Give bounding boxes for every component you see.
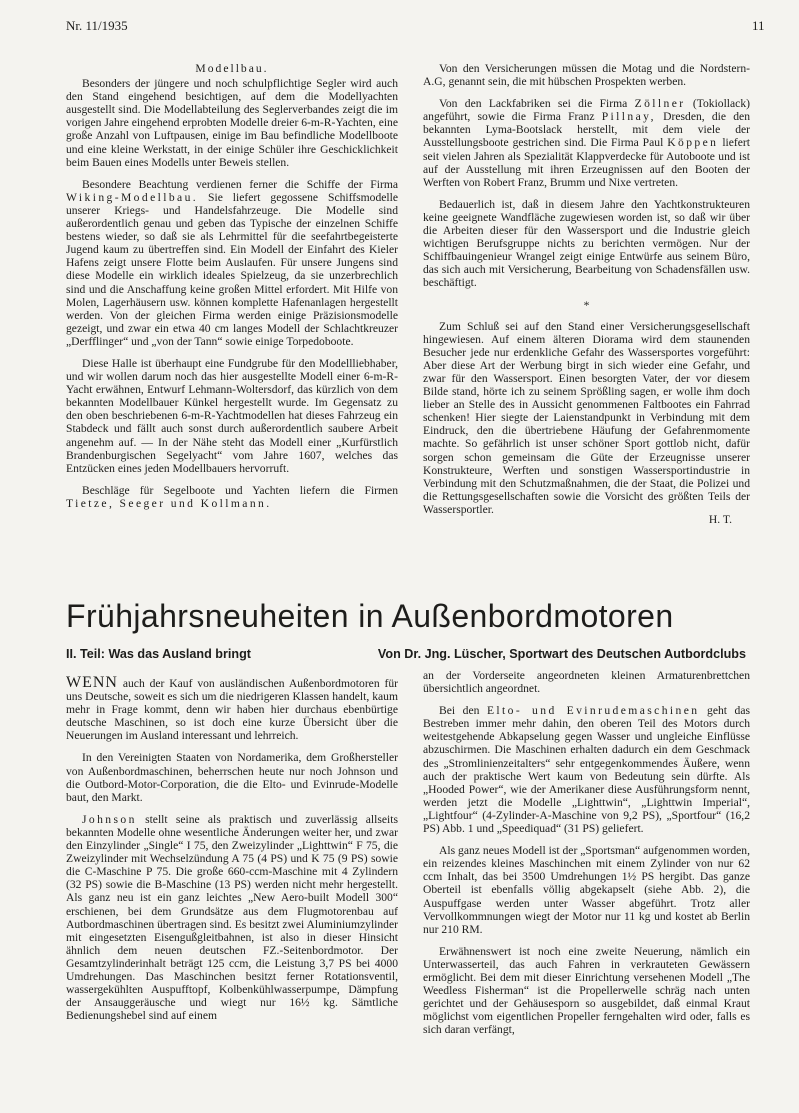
brand-name: Johnson xyxy=(82,812,137,826)
paragraph: Besonders der jüngere und noch schulpflichtige Segler wird auch den Stand eingehend besichtigen, auf dem die Modellyachten ausgestellt sind. Die Modellabteilung des Seglerverbandes zeigt die im vorigen Jahre eingehend erprobten Modelle dreier 6-m-R-Yachten, eine große Anzahl von Luftpausen, einige im Bau befindliche Modellboote und eine kleine Werkstatt, in der einige Schüler ihre Geschicklichkeit beim Bauen eines Modells unter Beweis stellen. xyxy=(66,77,398,169)
firm-name: Köppen xyxy=(667,136,719,150)
paragraph: an der Vorderseite angeordneten kleinen Armaturenbrettchen übersichtlich angeordnet. xyxy=(423,669,750,696)
bottom-left-column xyxy=(66,676,398,1031)
paragraph xyxy=(66,676,398,742)
article-title: Frühjahrsneuheiten in Außenbordmotoren xyxy=(66,598,674,634)
section-heading-modellbau: Modellbau. xyxy=(195,62,269,75)
paragraph xyxy=(66,484,398,510)
text: geht das Bestreben immer mehr dahin, den oberen Teil des Motors durch weitestgehende Abkapselung gegen Wasser und ungleiche Einflüsse abzuschirmen. Die Maschinen erhalten dadurch ein dem Geschmack des „Stromlinienzeitalters“ sehr entgegenkommendes Äußere, wenn auch der praktische Wert kaum von Bedeutung sein dürfte. Als „Hooded Power“, wie der Amerikaner diese Ausführungsform nennt, werden jetzt die Modelle „Lighttwin“, „Lighttwin Imperial“, „Lightfour“ (4-Zylinder-A-Maschine von 9,2 PS), „Sportfour“ (16,2 PS) Abb. 1 und „Speediquad“ (31 PS) geliefert. xyxy=(423,704,750,836)
author-signature: H. T. xyxy=(708,513,732,526)
drop-cap-word: WENN xyxy=(66,674,118,691)
text: Dresden, die den bekannten Lyma-Bootslack herstellt, mit dem viele der Ausstellungsboote gestrichen sind. Die Firma Paul xyxy=(423,110,750,150)
page-number: 11 xyxy=(752,18,765,33)
page-header-issue: Nr. 11/1935 xyxy=(66,18,128,33)
text: Sie liefert gegossene Schiffsmodelle unserer Kriegs- und Handelsfahrzeuge. Die Modelle sind außerordentlich genau und geben das Typische der einzelnen Schiffe bestens wieder, so daß sie als Lehrmittel für die seefahrtbegeisterte Jugend kaum zu übertreffen sind. Ein Modell der Einfahrt des Kieler Hafens zeigt unsere Flotte beim Auslaufen. Für unsere Jungens sind diese Modelle ein wirklich ideales Spielzeug, da sie unzerbrechlich sind und die Anschaffung keine großen Mittel erfordert. Mit Hilfe von Molen, Lagerhäusern usw. können komplette Hafenanlagen hergestellt werden. Von der gleichen Firma werden einige Präzisionsmodelle gezeigt, und zwar ein etwa 40 cm langes Modell der Schlachtkreuzer „Derfflinger“ und „von der Tann“ sowie einige Torpedoboote. xyxy=(66,190,398,348)
brand-names: Elto- und Evinrudemaschinen xyxy=(486,704,700,718)
top-right-column xyxy=(423,62,750,535)
paragraph: Von den Versicherungen müssen die Motag und die Nordstern-A.G, genannt sein, die mit hübschen Prospekten werben. xyxy=(423,62,750,89)
paragraph xyxy=(66,178,398,348)
text: Von den Lackfabriken sei die Firma xyxy=(439,97,628,111)
text: Beschläge für Segelboote und Yachten liefern die Firmen xyxy=(82,483,398,497)
text: Bei den xyxy=(439,704,480,718)
article-byline: Von Dr. Jng. Lüscher, Sportwart des Deutschen Autbordclubs xyxy=(377,647,746,661)
paragraph: Erwähnenswert ist noch eine zweite Neuerung, nämlich ein Unterwasserteil, das auch Fahren in verkrauteten Gewässern ermöglicht. Bei dem mit dieser Einrichtung versehenen Modell „The Weedless Fisherman“ ist die Propellerwelle schräg nach unten gerichtet und der Gehäusesporn so ausgebildet, daß einmal Kraut möglichst vom eigentlichen Propeller ferngehalten wird oder, falls es sich daran verfängt, xyxy=(423,944,750,1037)
paragraph xyxy=(423,97,750,189)
top-left-column xyxy=(66,62,398,519)
paragraph: In den Vereinigten Staaten von Nordamerika, dem Großhersteller von Außenbordmaschinen, beherrschen heute nur noch Johnson und die Outbord-Motor-Corporation, die die Elto- und Evinrude-Modelle baut, den Markt. xyxy=(66,751,398,804)
firm-name: Pillnay, xyxy=(601,110,656,124)
paragraph: Als ganz neues Modell ist der „Sportsman“ aufgenommen worden, ein reizendes kleines Maschinchen mit einem Zylinder von nur 62 ccm Inhalt, das bei 3500 Umdrehungen 1½ PS hergibt. Das ganze Oberteil ist ebenfalls völlig abgekapselt (siehe Abb. 2), die Auspuffgase werden unter Wasser abgeführt. Trotz aller Vervollkommnungen wiegt der Motor nur 11 kg und kostet ab Berlin nur 210 RM. xyxy=(423,844,750,936)
paragraph xyxy=(66,813,398,1023)
text: (Tokiollack) angeführt, sowie die Firma Franz xyxy=(423,97,750,124)
paragraph xyxy=(423,704,750,835)
text: stellt seine als praktisch und zuverlässig allseits bekannten Modelle ohne wesentliche Änderungen weiter her, und zwar den Einzylinder „Single“ I 75, den Zweizylinder „Lighttwin“ F 75, die Zweizylinder mit Wechselzündung A 75 (4 PS) und K 75 (9 PS) sowie die C-Maschine P 75. Die große 660-ccm-Maschine mit 4 Zylindern (32 PS) sowie die B-Maschine (13 PS) werden nicht mehr hergestellt. Als ganz neu ist ein ganz leichtes „New Aero-built Modell 300“ erschienen, bei dem Grundsätze aus dem Flugmotorenbau auf Autbordmaschinen übertragen sind. Es besitzt zwei Aluminiumzylinder mit eingesetzten Eisengußgleitbahnen, ist also in dieser Hinsicht ähnlich dem neuen deutschen FZ.-Seitenbordmotor. Der Gesamtzylinderinhalt beträgt 125 ccm, die Leistung 3,7 PS bei 4000 Umdrehungen. Das Maschinchen besitzt ferner Rotationsventil, wassergekühlten Auspufftopf, Kolbenkühlwasserpumpe, Dämpfung der Ansauggeräusche und wiegt nur 16½ kg. Sämtliche Bedienungshebel sind auf einem xyxy=(66,812,398,1023)
paragraph: Bedauerlich ist, daß in diesem Jahre den Yachtkonstrukteuren keine geeignete Wandfläche zugewiesen worden ist, so daß wir über die Arbeiten dieser für den Wassersport und die Industrie gleich wichtigen Berufsgruppe nichts zu berichten vermögen. Nur der Schiffbauingenieur Wrangel zeigt einige Entwürfe aus seinem Büro, das sich auch mit Versicherung, Bearbeitung von Schadensfällen usw. beschäftigt. xyxy=(423,197,750,290)
article-part: II. Teil: Was das Ausland bringt xyxy=(66,647,251,661)
paragraph: Diese Halle ist überhaupt eine Fundgrube für den Modellliebhaber, und wir wollen darum noch das hier ausgestellte Modell einer 6-m-R-Yacht erwähnen, Entwurf Lehmann-Woltersdorf, das kürzlich von dem bekannten Modellbauer Künkel hergestellt wurde. Im Gegensatz zu den oben beschriebenen 6-m-R-Yachtmodellen hat dieses Fahrzeug ein Stabdeck und fällt auch sonst durch außerordentlich saubere Arbeit angenehm auf. — In der Nähe steht das Modell einer „Kurfürstlich Brandenburgischen Segelyacht“ vom Jahre 1607, welches das Entzücken eines jeden Modellbauers hervorruft. xyxy=(66,356,398,475)
firm-names: Tietze, Seeger und Kollmann. xyxy=(66,496,272,510)
paragraph: Zum Schluß sei auf den Stand einer Versicherungsgesellschaft hingewiesen. Auf einem älteren Diorama wird dem staunenden Besucher jede nur erdenkliche Gefahr des Wassersportes vorgeführt: Aber diese Art der Werbung birgt in sich wieder eine Gefahr, und zwar für den Wassersport. Einen besorgten Vater, der vor diesem Bilde stand, hörte ich zu seinem Sprößling sagen, er wolle ihm doch lieber an Stelle des in Aussicht genommenen Faltbootes ein Fahrrad schenken! Hier siegte der Laienstandpunkt in Verbindung mit dem Eindruck, den die übertriebene Häufung der Gefahrenmomente machte. So gefährlich ist unser schöner Sport gottlob nicht, dafür sorgen schon gemeinsam die Güte der Erzeugnisse unserer Konstrukteure, Werften und sonstigen Wassersportindustrie in Verbindung mit den Schutzmaßnahmen, die der Staat, die Polizei und die Rettungsgesellschaften sowie die Vorsicht des größten Teils der Wassersportler. xyxy=(423,319,750,516)
text: liefert seit vielen Jahren als Spezialität Klappverdecke für Autoboote und ist auf der Ausstellung mit ihren Erzeugnissen auf den Booten der Werften von Robert Franz, Brumm und Nixe vertreten. xyxy=(423,136,750,189)
section-separator: * xyxy=(583,298,590,312)
text: Besondere Beachtung verdienen ferner die Schiffe der Firma xyxy=(82,177,398,191)
firm-name: Wiking-Modellbau. xyxy=(66,190,199,204)
text: auch der Kauf von ausländischen Außenbordmotoren für uns Deutsche, soweit es sich um die niedrigeren Klassen handelt, kaum mehr in Frage kommt, denn wir haben hier durchaus ebenbürtige deutsche Maschinen, so ist doch eine kurze Übersicht über die Neuerungen im Ausland interessant und lehrreich. xyxy=(66,677,399,743)
bottom-right-column xyxy=(423,669,750,1045)
firm-name: Zöllner xyxy=(634,97,686,111)
